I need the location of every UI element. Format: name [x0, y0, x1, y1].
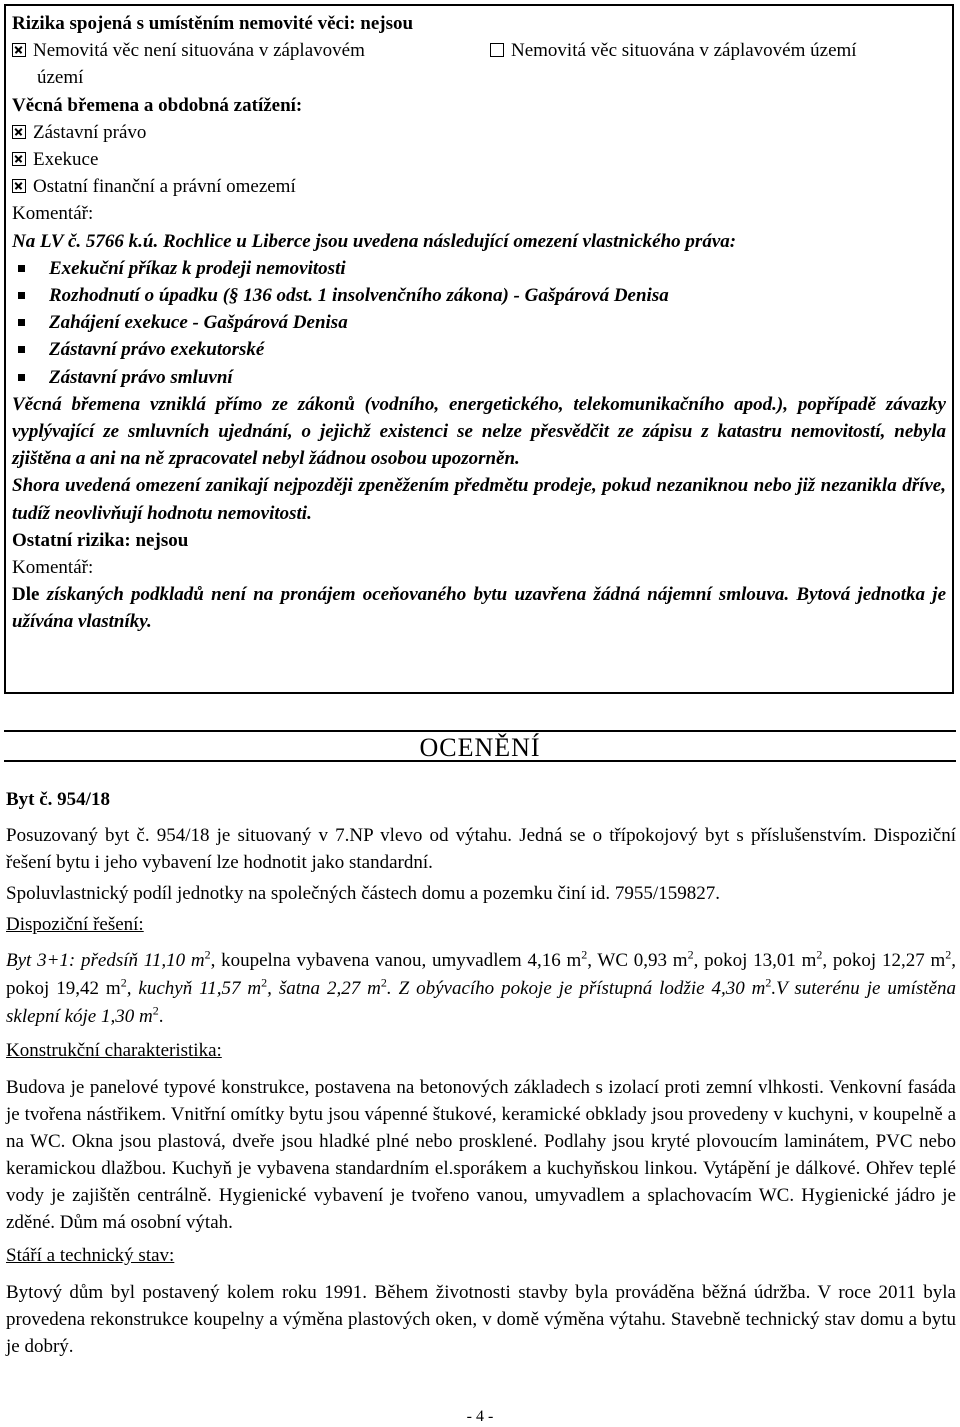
- bullet-icon: [18, 346, 25, 353]
- limitations-paragraph: Shora uvedená omezení zanikají nejpozději zpeněžením předmětu prodeje, pokud nezaniknou nebo již nezanikla dříve, tudíž neovlivňují hodnotu nemovitosti.: [12, 475, 946, 524]
- list-item-text: Zástavní právo smluvní: [49, 366, 233, 388]
- list-item: [12, 309, 946, 336]
- layout-heading: Dispoziční řešení:: [6, 914, 144, 935]
- list-item: [12, 364, 946, 391]
- layout-text: , WC 0,93 m: [587, 950, 688, 971]
- burden-item: [12, 146, 946, 173]
- flat-paragraph-2: Spoluvlastnický podíl jednotky na společných částech domu a pozemku činí id. 7955/159827.: [6, 883, 720, 904]
- layout-text: , pokoj 12,27 m: [822, 950, 946, 971]
- layout-text: , šatna 2,27 m: [267, 978, 381, 999]
- list-item-text: Exekuční příkaz k prodeji nemovitosti: [49, 257, 346, 279]
- sup: 2: [152, 1003, 159, 1018]
- lease-text: získaných podkladů není na pronájem oceňovaného bytu uzavřena žádná nájemní smlouva. Bytová jednotka je užívána vlastníky.: [12, 584, 946, 633]
- layout-paragraph: [6, 947, 956, 1031]
- construction-paragraph: Budova je panelové typové konstrukce, postavena na betonových základech s izolací proti zemní vlhkosti. Venkovní fasáda je tvořena nástřikem. Vnitřní omítky bytu jsou vápenné štukové, keramické obklady jsou provedeny v kuchyni, v koupelně a na WC. Okna jsou plastová, dveře jsou hladké plné nebo prosklené. Podlahy jsou kryté plovoucím laminátem, PVC nebo keramickou dlažbou. Kuchyň je vybavena standardním el.sporákem a kuchyňskou linkou. Vytápění je dálkové. Ohřev teplé vody je zajištěn centrálně. Hygienické vybavení je tvořeno vanou, umyvadlem a splachovacím WC. Hygienické jádro je zděné. Dům má osobní výtah.: [6, 1077, 956, 1233]
- layout-text: .V suterénu je umístěna sklepní kóje 1,30 m: [6, 978, 956, 1027]
- sup: 2: [687, 947, 694, 962]
- flat-title: Byt č. 954/18: [6, 789, 110, 810]
- sup: 2: [816, 947, 823, 962]
- burden-label: Zástavní právo: [33, 121, 147, 143]
- flood-option-1-cont: území: [37, 67, 84, 89]
- section-heading: OCENĚNÍ: [419, 733, 541, 762]
- burden-label: Ostatní finanční a právní omezemí: [33, 176, 296, 198]
- layout-text: , pokoj 13,01 m: [693, 950, 817, 971]
- comment-label: Komentář:: [12, 203, 94, 225]
- condition-heading: Stáří a technický stav:: [6, 1245, 175, 1266]
- bullet-icon: [18, 292, 25, 299]
- burdens-title: Věcná břemena a obdobná zatížení:: [12, 94, 303, 116]
- burden-item: [12, 173, 946, 200]
- list-item: [12, 255, 946, 282]
- flat-section: [6, 786, 956, 813]
- sup: 2: [765, 975, 772, 990]
- sup: 2: [261, 975, 268, 990]
- sup: 2: [380, 975, 387, 990]
- construction-heading: Konstrukční charakteristika:: [6, 1040, 222, 1061]
- checked-checkbox-icon: [12, 43, 26, 57]
- condition-paragraph: Bytový dům byl postavený kolem roku 1991. Během životnosti stavby byla prováděna běžná údržba. V roce 2011 byla provedena rekonstrukce koupelny a výměna plastových oken, v domě výměna výtahu. Stavebně technický stav domu a bytu je dobrý.: [6, 1282, 956, 1357]
- page-number: - 4 -: [466, 1408, 494, 1425]
- bullet-icon: [18, 265, 25, 272]
- burden-label: Exekuce: [33, 149, 99, 171]
- layout-text: .: [158, 1006, 164, 1027]
- flood-option-2: Nemovitá věc situována v záplavovém území: [511, 40, 857, 62]
- layout-text: . Z obývacího pokoje je přístupná lodžie 4,30 m: [386, 978, 766, 999]
- lease-first-word: Dle: [12, 584, 40, 606]
- checked-checkbox-icon: [12, 125, 26, 139]
- sup: 2: [120, 975, 127, 990]
- layout-text: Byt 3+1: předsíň 11,10 m: [6, 950, 205, 971]
- layout-text: , kuchyň 11,57 m: [126, 978, 262, 999]
- list-item-text: Zahájení exekuce - Gašpárová Denisa: [49, 312, 348, 334]
- flood-option-1: Nemovitá věc není situována v záplavovém: [33, 40, 365, 62]
- risks-title: Rizika spojená s umístěním nemovité věci: nejsou: [12, 13, 414, 34]
- checked-checkbox-icon: [12, 179, 26, 193]
- flood-option-2-wrap: [490, 37, 857, 64]
- sup: 2: [945, 947, 952, 962]
- flat-intro: [6, 822, 956, 1360]
- lv-line: Na LV č. 5766 k.ú. Rochlice u Liberce jsou uvedena následující omezení vlastnického práva:: [12, 230, 737, 252]
- list-item: [12, 336, 946, 363]
- bullet-icon: [18, 374, 25, 381]
- layout-text: , pokoj 19,42 m: [6, 950, 957, 999]
- list-item-text: Rozhodnutí o úpadku (§ 136 odst. 1 insolvenčního zákona) - Gašpárová Denisa: [49, 285, 669, 307]
- risks-box: [4, 4, 954, 694]
- burden-item: [12, 119, 946, 146]
- flat-paragraph-1: Posuzovaný byt č. 954/18 je situovaný v 7.NP vlevo od výtahu. Jedná se o třípokojový byt s příslušenstvím. Dispoziční řešení bytu i jeho vybavení lze hodnotit jako standardní.: [6, 825, 956, 873]
- comment-label-2: Komentář:: [12, 557, 94, 579]
- flood-options: [12, 37, 946, 64]
- list-item-text: Zástavní právo exekutorské: [49, 339, 265, 361]
- list-item: [12, 282, 946, 309]
- sup: 2: [581, 947, 588, 962]
- other-risks-title: Ostatní rizika: nejsou: [12, 529, 189, 551]
- bullet-icon: [18, 319, 25, 326]
- checked-checkbox-icon: [12, 152, 26, 166]
- lease-paragraph: [12, 581, 946, 635]
- sup: 2: [204, 947, 211, 962]
- layout-text: , koupelna vybavena vanou, umyvadlem 4,16 m: [210, 950, 582, 971]
- unchecked-checkbox-icon: [490, 43, 504, 57]
- easements-paragraph: Věcná břemena vzniklá přímo ze zákonů (vodního, energetického, telekomunikačního apod.), popřípadě závazky vyplývající ze smluvních ujednání, o jejichž existenci se nelze přesvědčit ze zápisu z katastru nemovitostí, nebyla zjištěna a ani na ně zpracovatel nebyl žádnou osobou upozorněn.: [12, 393, 946, 470]
